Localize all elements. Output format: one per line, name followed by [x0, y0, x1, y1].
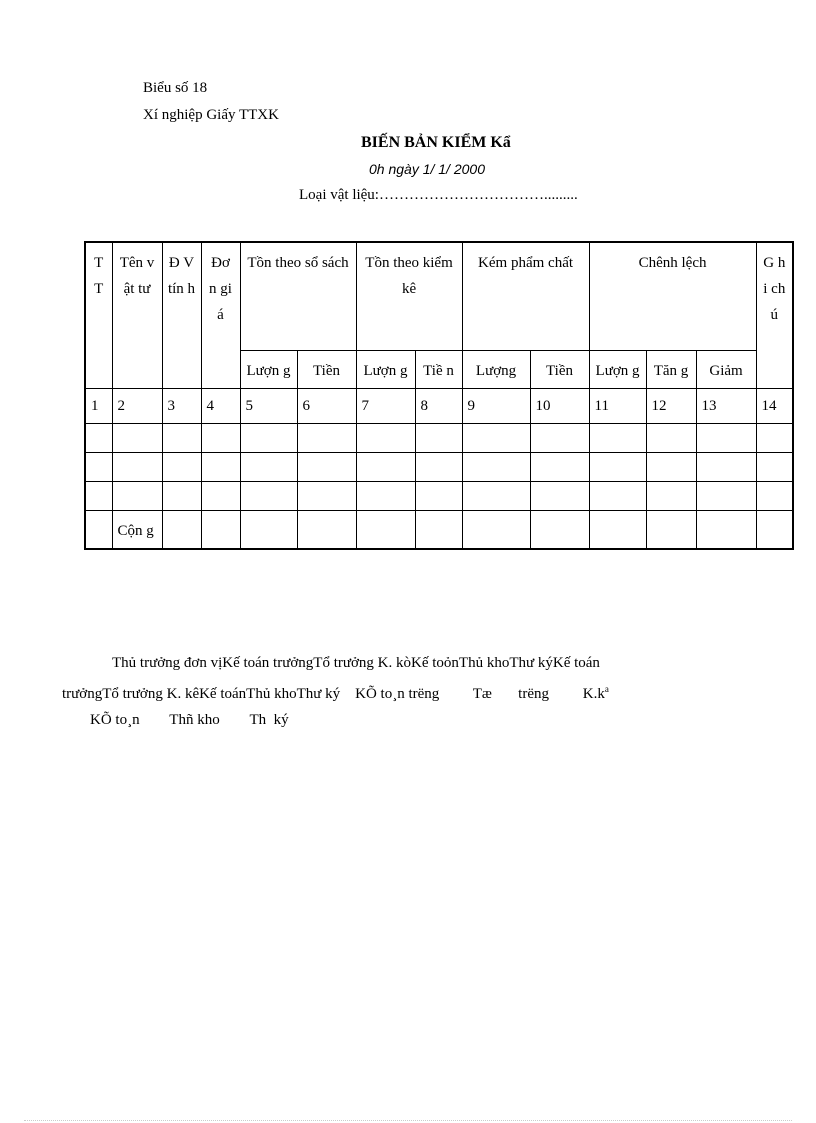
header-counted-stock: Tồn theo kiểm kê [356, 242, 462, 351]
company-name: Xí nghiệp Giấy TTXK [143, 107, 279, 123]
signature-line-2: trưởngTổ trưởng K. kêKế toánThủ khoThư ký KÕ to¸n trëng Tæ trëng K.k [62, 686, 605, 702]
col-number: 9 [462, 389, 530, 424]
column-number-row [85, 389, 793, 424]
total-row [85, 511, 793, 550]
sub-diff-quantity: Lượn g [589, 351, 646, 389]
material-type-line: Loại vật liệu:……………………………......... [299, 187, 578, 203]
col-number: 8 [415, 389, 462, 424]
col-number: 10 [530, 389, 589, 424]
signature-block [62, 650, 756, 733]
col-number: 5 [240, 389, 297, 424]
document-date: 0h ngày 1/ 1/ 2000 [369, 161, 485, 177]
signature-line-2-sup: a [604, 684, 609, 694]
table-row [85, 482, 793, 511]
sub-poor-amount: Tiền [530, 351, 589, 389]
col-number: 14 [756, 389, 793, 424]
sub-diff-increase: Tăn g [646, 351, 696, 389]
col-number: 1 [85, 389, 112, 424]
sub-diff-decrease: Giảm [696, 351, 756, 389]
document-title: BIẾN BẢN KIỂM Kẩ [361, 134, 511, 151]
col-number: 6 [297, 389, 356, 424]
sub-book-quantity: Lượn g [240, 351, 297, 389]
table-row [85, 424, 793, 453]
header-unit: Đ V tín h [162, 242, 201, 389]
table-row [85, 453, 793, 482]
col-number: 12 [646, 389, 696, 424]
sub-count-quantity: Lượn g [356, 351, 415, 389]
col-number: 11 [589, 389, 646, 424]
page-bottom-divider [24, 1120, 792, 1121]
signature-line-3: KÕ to¸n Thñ kho Th ký [90, 712, 289, 728]
form-number: Biểu số 18 [143, 80, 208, 96]
col-number: 2 [112, 389, 162, 424]
sub-book-amount: Tiền [297, 351, 356, 389]
header-row [85, 242, 793, 351]
sub-poor-quantity: Lượng [462, 351, 530, 389]
sub-count-amount: Tiề n [415, 351, 462, 389]
total-label: Cộn g [112, 511, 162, 550]
header-difference: Chênh lệch [589, 242, 756, 351]
header-item-name: Tên vật tư [112, 242, 162, 389]
col-number: 3 [162, 389, 201, 424]
header-unit-price: Đơ n giá [201, 242, 240, 389]
signature-line-1: Thủ trưởng đơn vịKế toán trưởngTổ trưởng K. kòKế toỏnThủ khoThư kýKế toán [112, 655, 600, 671]
col-number: 4 [201, 389, 240, 424]
header-tt: T T [85, 242, 112, 389]
col-number: 13 [696, 389, 756, 424]
header-poor-quality: Kém phẩm chất [462, 242, 589, 351]
inventory-table [84, 241, 794, 550]
col-number: 7 [356, 389, 415, 424]
header-book-stock: Tồn theo sổ sách [240, 242, 356, 351]
header-notes: G hi ch ú [756, 242, 793, 389]
